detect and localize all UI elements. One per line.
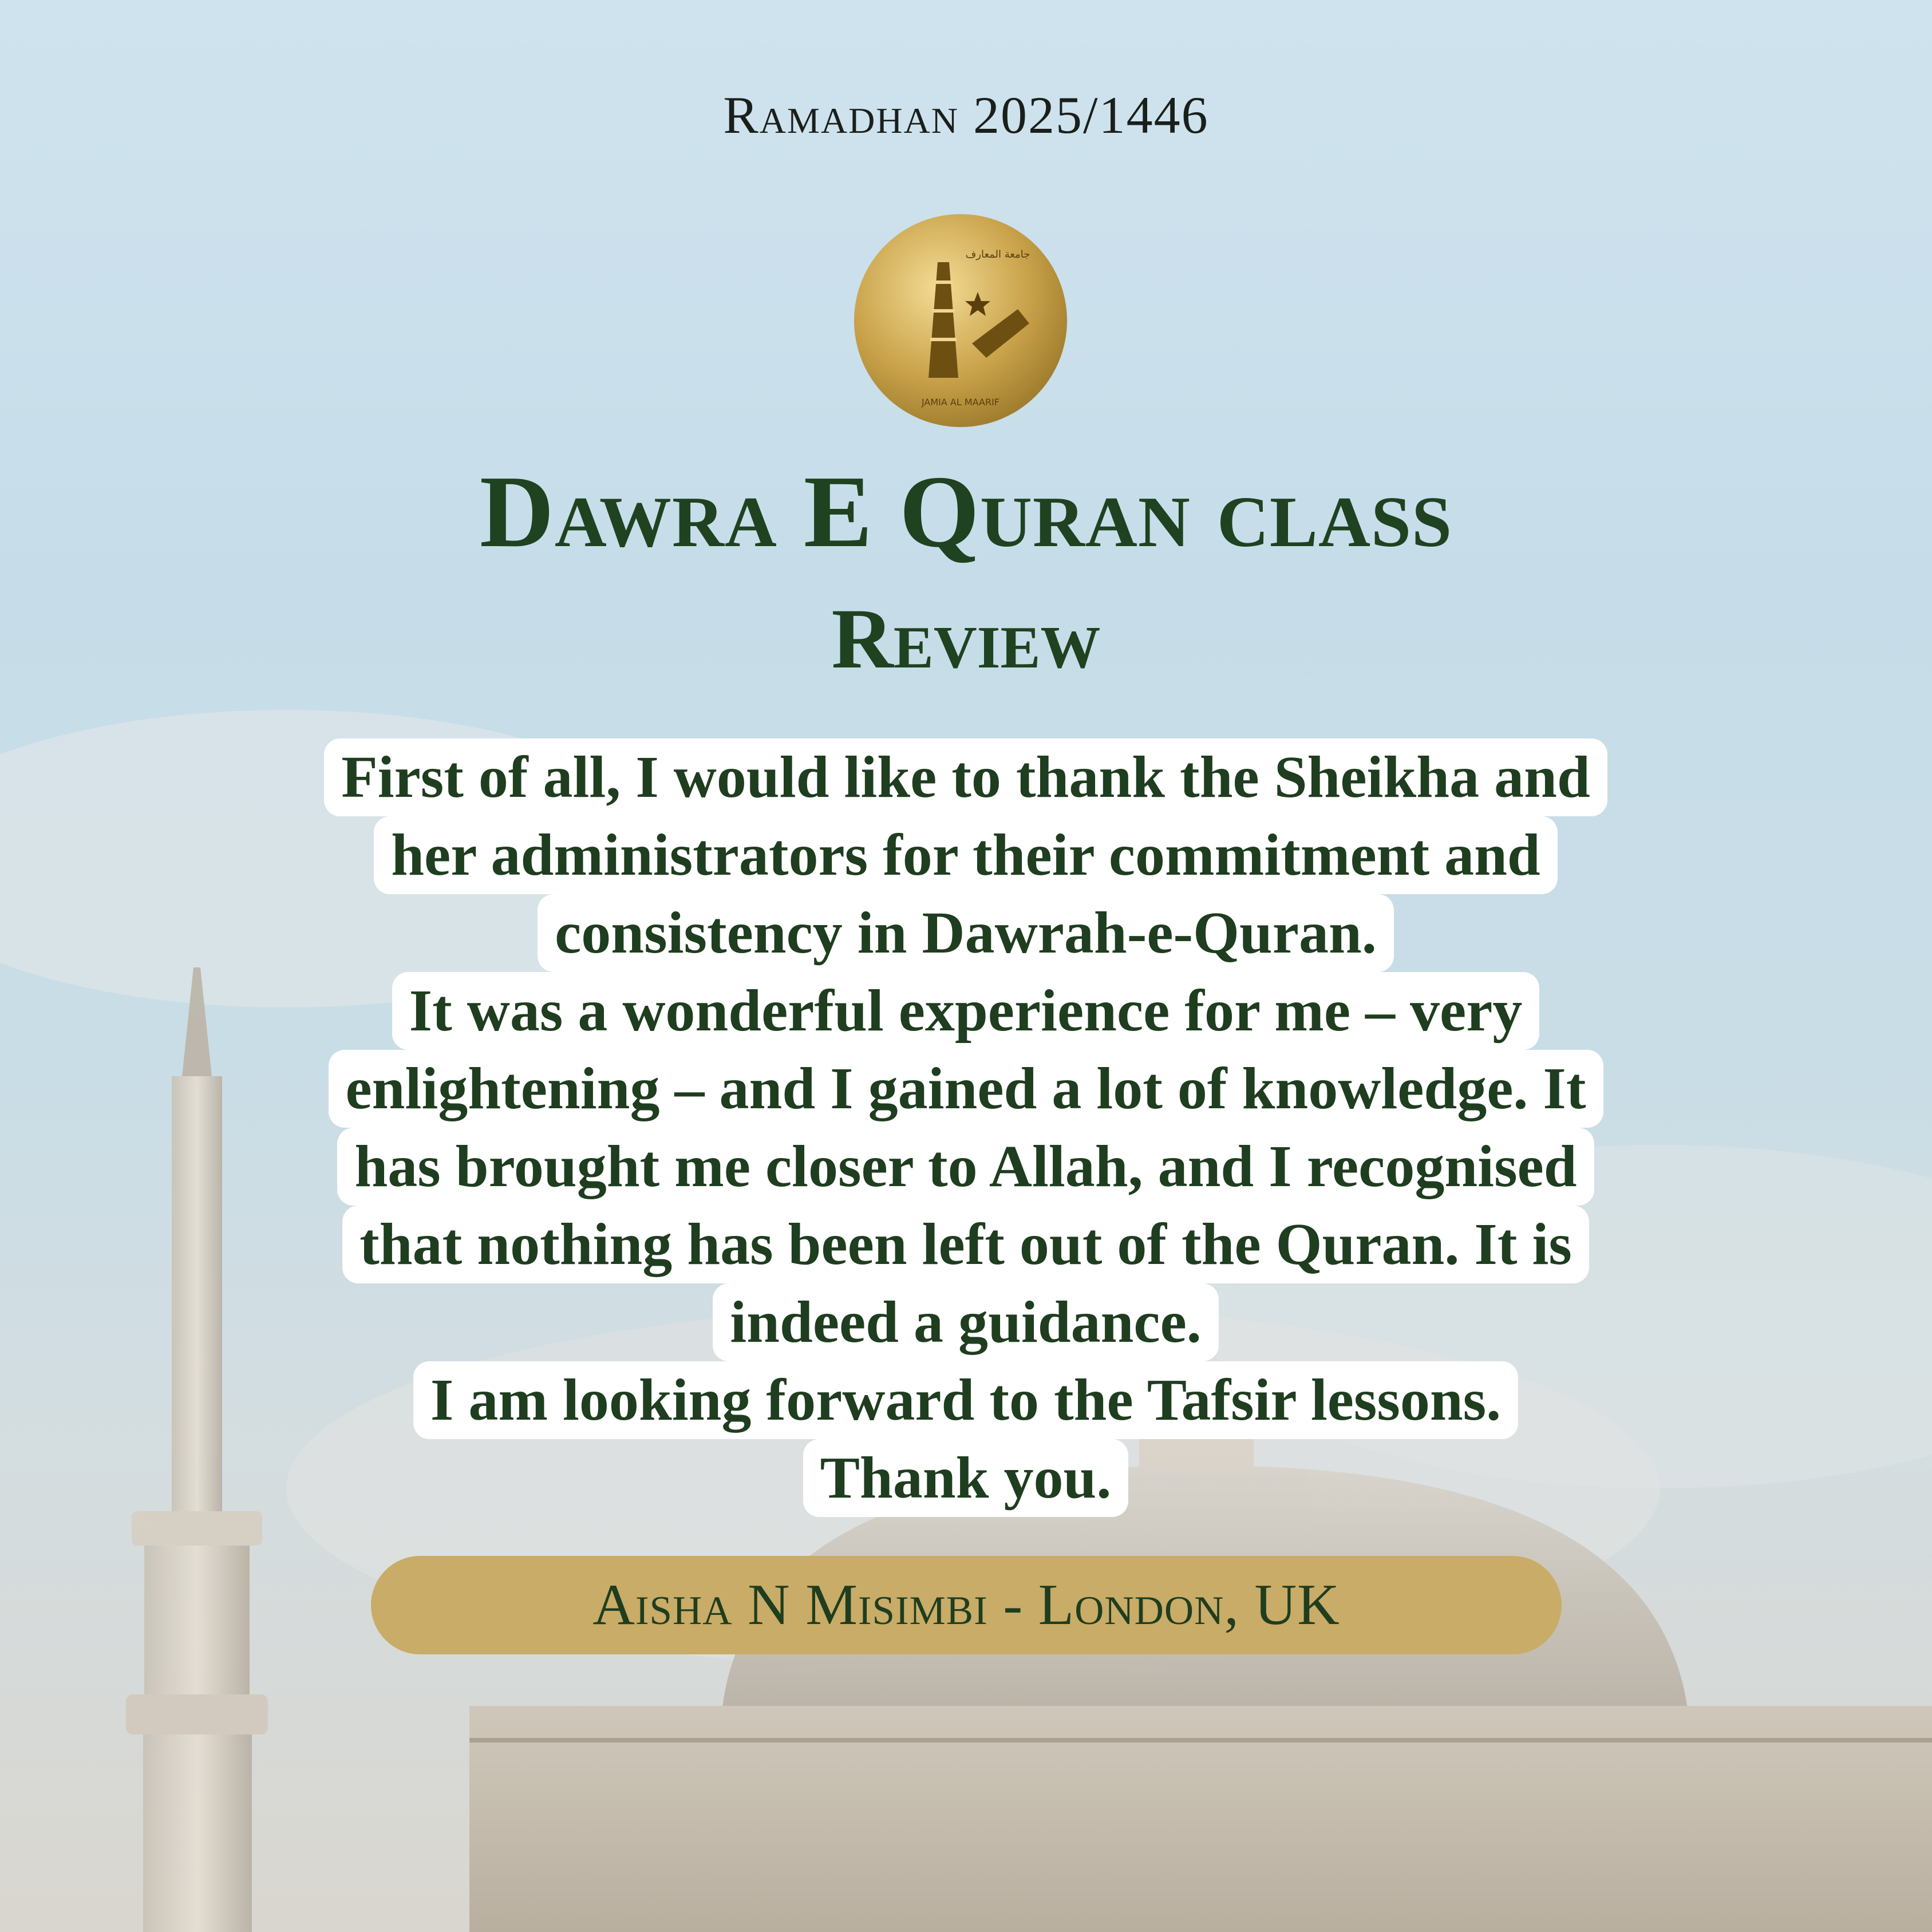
review-line: consistency in Dawrah-e-Quran. [538,894,1394,972]
logo-coin-icon [854,214,1067,427]
review-line: her administrators for their commitment and [374,816,1558,894]
review-line: Thank you. [803,1439,1129,1517]
logo-arabic-text: جامعة المعارف [965,248,1030,260]
review-line: indeed a guidance. [713,1283,1218,1361]
review-line: that nothing has been left out of the Quran. It is [342,1206,1589,1283]
review-line: It was a wonderful experience for me – very [392,972,1540,1050]
eyebrow-date: Ramadhan 2025/1446 [723,86,1209,144]
author-badge: Aisha N Misimbi - London, UK [371,1556,1562,1654]
review-line: I am looking forward to the Tafsir lessons. [413,1361,1518,1439]
logo-text: JAMIA AL MAARIF [921,397,1000,408]
review-text [107,738,1824,1517]
page-subtitle: Review [831,591,1101,686]
page-title: Dawra E Quran class [479,455,1453,568]
review-line: First of all, I would like to thank the Sheikha and [324,738,1607,816]
school-logo [852,212,1069,429]
review-line: enlightening – and I gained a lot of knowledge. It [329,1050,1603,1128]
review-line: has brought me closer to Allah, and I recognised [337,1128,1594,1206]
